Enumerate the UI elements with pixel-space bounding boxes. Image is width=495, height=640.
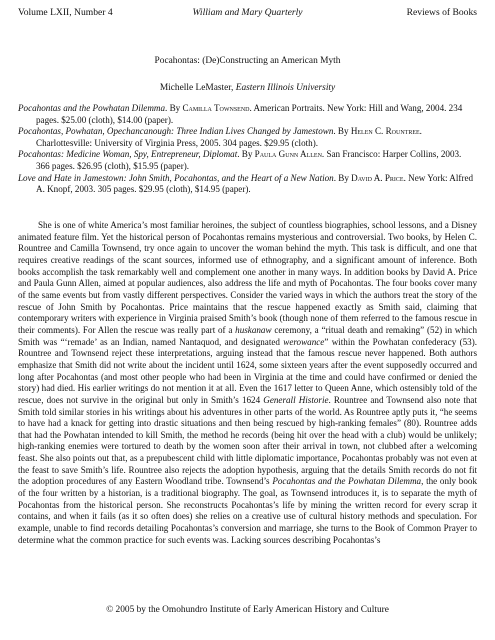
text-run: , the only book of the four written by a historian, is a traditional biography. The goal, as Townsend introduces it, is to separate the myth of Pocahontas from the historical person. She reconstructs Pocahontas’s life by mining the written record for every scrap it contains, and when it fails (as it so often does) she relies on a creative use of cultural history methods and speculation. For example, unable to find records detailing Pocahontas’s conversion and marriage, she turns to the Book of Common Prayer to determine what the common practice for such events was. Lacking sources describing Pocahontas’s bbox=[18, 476, 477, 545]
text-run: ceremony, a “ritual death and remaking” (52) in which Smith was “‘remade’ as an Indian, named Nantaquod, and designated bbox=[18, 324, 477, 347]
publication-details: . New York: Alfred A. Knopf, 2003. 305 pages. $29.95 (cloth), $14.95 (paper). bbox=[36, 172, 474, 195]
text-run: ” within the Powhatan confederacy (53). Rountree and Townsend reject these interpretations, arguing instead that the famous rescue never happened. Both authors emphasize that Smith did not write about the incident until 1624, some sixteen years after the event supposedly occurred and long after Pocahontas (and most other people who had been in Virginia at the time and could have confirmed or denied the story) had died. His earlier writings do not mention it at all. Even the 1617 letter to Queen Anne, which ostensibly told of the rescue, does not survive in the original but only in Smith’s 1624 bbox=[18, 336, 477, 405]
book-title: Love and Hate in Jamestown: John Smith, Pocahontas, and the Heart of a New Nation bbox=[18, 172, 334, 183]
italic-term: huskanaw bbox=[235, 324, 272, 335]
book-author: David A. Price bbox=[351, 172, 404, 183]
bibliography-list bbox=[18, 103, 477, 196]
section-title: Reviews of Books bbox=[406, 7, 477, 18]
journal-title: William and Mary Quarterly bbox=[192, 7, 303, 18]
running-head bbox=[18, 6, 477, 20]
copyright-footer: © 2005 by the Omohundro Institute of Early American History and Culture bbox=[106, 605, 389, 615]
bibliography-entry bbox=[18, 149, 477, 172]
by-text: . By bbox=[165, 103, 183, 113]
publication-details: . San Francisco: Harper Collins, 2003. 366 pages. $26.95 (cloth), $15.95 (paper). bbox=[36, 149, 462, 171]
by-text: . By bbox=[237, 149, 255, 160]
book-author: Helen C. Rountree bbox=[350, 126, 420, 137]
reviewer-line bbox=[0, 82, 495, 94]
italic-title: Pocahontas and the Powhatan Dilemma bbox=[272, 476, 422, 487]
book-title: Pocahontas and the Powhatan Dilemma bbox=[18, 103, 166, 113]
bibliography-entry bbox=[18, 126, 477, 149]
by-text: . By bbox=[333, 126, 351, 137]
reviewer-affiliation: Eastern Illinois University bbox=[235, 83, 336, 93]
review-body bbox=[18, 220, 477, 546]
reviewer-name: Michelle LeMaster, bbox=[159, 83, 236, 93]
by-text: . By bbox=[333, 172, 352, 183]
publication-details: . Charlottesville: University of Virginia Press, 2005. 304 pages. $29.95 (cloth). bbox=[36, 126, 422, 148]
italic-term: werowance bbox=[283, 336, 325, 347]
book-author: Camilla Townsend bbox=[182, 103, 250, 113]
volume-number: Volume LXII, Number 4 bbox=[18, 7, 113, 18]
italic-title: Generall Historie bbox=[263, 394, 329, 405]
text-run: She is one of white America’s most familiar heroines, the subject of countless biographies, school lessons, and a Disney animated feature film. Yet the historical person of Pocahontas remains mysterious and controversial. Two books, by Helen C. Rountree and Camilla Townsend, try once again to uncover the woman behind the myth. This task is difficult, and one that requires creative readings of the scant sources, informed use of ethnography, and a significant amount of inference. Both books accomplish the task remarkably well and complement one another in many ways. In addition books by David A. Price and Paula Gunn Allen, aimed at popular audiences, also address the life and myth of Pocahontas. The four books cover many of the same events but from vastly different perspectives. Consider the varied ways in which the authors treat the story of the rescue of John Smith by Pocahontas. Price maintains that the rescue happened exactly as Smith said, claiming that contemporary writers with experience in Virginia praised Smith’s book (though none of them referred to the famous rescue in their comments). For Allen the rescue was really part of a bbox=[18, 220, 477, 335]
publication-details: . American Portraits. New York: Hill and Wang, 2004. 234 pages. $25.00 (cloth), $14.00 (paper). bbox=[36, 103, 463, 125]
book-title: Pocahontas, Powhatan, Opechancanough: Three Indian Lives Changed by Jamestown bbox=[18, 126, 334, 137]
body-paragraph bbox=[18, 220, 477, 546]
text-run: . Rountree and Townsend also note that Smith told similar stories in his writings about his adventures in other parts of the world. As Rountree aptly puts it, “he seems to have had a knack for getting into drastic situations and then being rescued by high-ranking females” (80). Rountree adds that had the Powhatan intended to kill Smith, the method he records (being hit over the head with a club) would be unlikely; high-ranking enemies were tortured to death by the women soon after their arrival in town, not clubbed after a welcoming feast. She also points out that, as a prepubescent child with little diplomatic importance, Pocahontas probably was not even at the feast to save Smith’s life. Rountree also rejects the adoption hypothesis, arguing that the details Smith records do not fit the adoption procedures of any Eastern Woodland tribe. Townsend’s bbox=[18, 394, 477, 487]
bibliography-entry bbox=[18, 173, 477, 196]
book-author: Paula Gunn Allen bbox=[254, 149, 322, 160]
book-title: Pocahontas: Medicine Woman, Spy, Entrepreneur, Diplomat bbox=[18, 149, 238, 160]
review-title: Pocahontas: (De)Constructing an American Myth bbox=[154, 56, 341, 66]
bibliography-entry bbox=[18, 103, 477, 126]
